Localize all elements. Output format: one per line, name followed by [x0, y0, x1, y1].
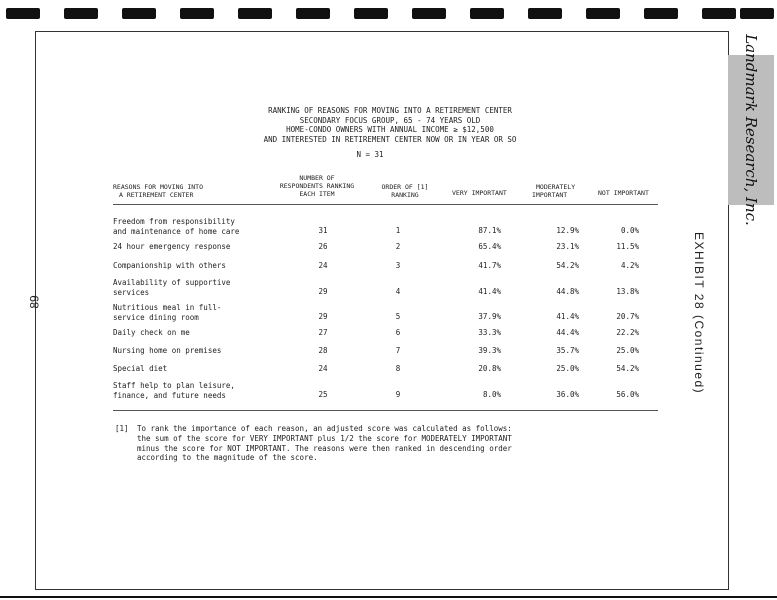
row-number: 28	[318, 346, 328, 355]
row-moderately-important: 25.0%	[556, 364, 579, 373]
header-order	[370, 183, 440, 199]
title-line: AND INTERESTED IN RETIREMENT CENTER NOW OR IN YEAR OR SO	[263, 134, 517, 144]
header-number-line: RESPONDENTS RANKING	[279, 182, 355, 190]
row-moderately-important: 35.7%	[556, 346, 579, 355]
row-moderately-important: 44.4%	[556, 328, 579, 337]
header-moderately-important	[532, 183, 575, 199]
header-order-line: ORDER OF [1]	[381, 183, 429, 191]
perforation	[122, 8, 156, 19]
row-number: 29	[318, 287, 328, 296]
brand-tab	[728, 34, 774, 226]
row-reason: Nutritious meal in full- service dining room	[113, 303, 222, 322]
sample-size: N = 31	[356, 150, 384, 159]
page-bottom-edge	[0, 596, 777, 598]
row-order: 8	[395, 364, 401, 373]
perforation	[740, 8, 774, 19]
row-moderately-important: 44.8%	[556, 287, 579, 296]
row-not-important: 20.7%	[616, 312, 639, 321]
header-reason	[113, 183, 203, 199]
header-not-important: NOT IMPORTANT	[598, 189, 649, 197]
row-reason: Freedom from responsibility and maintenance of home care	[113, 217, 240, 236]
row-very-important: 33.3%	[478, 328, 501, 337]
row-very-important: 65.4%	[478, 242, 501, 251]
exhibit-label: EXHIBIT 28 (Continued)	[692, 232, 706, 395]
footnote	[115, 424, 535, 463]
perforation	[180, 8, 214, 19]
row-moderately-important: 23.1%	[556, 242, 579, 251]
table-row	[113, 303, 663, 323]
title-line: RANKING OF REASONS FOR MOVING INTO A RETIREMENT CENTER	[268, 106, 512, 115]
row-not-important: 56.0%	[616, 390, 639, 399]
row-number: 31	[318, 226, 328, 235]
header-number	[272, 174, 362, 198]
row-order: 2	[395, 242, 401, 251]
row-moderately-important: 54.2%	[556, 261, 579, 270]
row-order: 3	[395, 261, 401, 270]
row-number: 25	[318, 390, 328, 399]
table-row	[113, 242, 663, 262]
page-number: 89	[27, 295, 42, 309]
header-number-line: NUMBER OF	[299, 174, 335, 182]
row-reason: 24 hour emergency response	[113, 242, 231, 251]
row-not-important: 22.2%	[616, 328, 639, 337]
row-very-important: 41.4%	[478, 287, 501, 296]
footnote-line: the sum of the score for VERY IMPORTANT plus 1/2 the score for MODERATELY IMPORTANT	[137, 433, 512, 443]
row-number: 24	[318, 261, 328, 270]
row-order: 7	[395, 346, 401, 355]
brand-name: Landmark Research, Inc.	[742, 34, 760, 226]
table-bottom-rule	[113, 410, 658, 411]
row-order: 9	[395, 390, 401, 399]
row-reason: Special diet	[113, 364, 168, 373]
row-moderately-important: 12.9%	[556, 226, 579, 235]
header-reason-line: A RETIREMENT CENTER	[119, 191, 194, 199]
table-row	[113, 346, 663, 366]
footnote-mark: [1]	[115, 424, 129, 433]
row-moderately-important: 36.0%	[556, 390, 579, 399]
perforation	[354, 8, 388, 19]
row-not-important: 13.8%	[616, 287, 639, 296]
header-number-line: EACH ITEM	[299, 190, 335, 198]
perforation	[644, 8, 678, 19]
perforation	[64, 8, 98, 19]
row-order: 4	[395, 287, 401, 296]
footnote-line: according to the magnitude of the score.	[137, 453, 318, 463]
header-order-line: RANKING	[391, 191, 419, 199]
footnote-line: To rank the importance of each reason, an adjusted score was calculated as follows:	[137, 424, 512, 433]
perforation	[6, 8, 40, 19]
row-reason: Staff help to plan leisure, finance, and future needs	[113, 381, 235, 400]
row-very-important: 87.1%	[478, 226, 501, 235]
row-number: 24	[318, 364, 328, 373]
row-very-important: 39.3%	[478, 346, 501, 355]
row-reason: Daily check on me	[113, 328, 190, 337]
row-very-important: 8.0%	[482, 390, 501, 399]
row-very-important: 20.8%	[478, 364, 501, 373]
header-rule	[113, 204, 658, 205]
perforation	[702, 8, 736, 19]
row-order: 5	[395, 312, 401, 321]
perforation	[412, 8, 446, 19]
row-not-important: 4.2%	[620, 261, 639, 270]
row-number: 27	[318, 328, 328, 337]
perforation	[528, 8, 562, 19]
row-not-important: 11.5%	[616, 242, 639, 251]
header-very-important: VERY IMPORTANT	[452, 189, 507, 197]
perforation	[296, 8, 330, 19]
table-row	[113, 217, 663, 237]
row-moderately-important: 41.4%	[556, 312, 579, 321]
perforation	[238, 8, 272, 19]
row-not-important: 0.0%	[620, 226, 639, 235]
row-order: 1	[395, 226, 401, 235]
perforation	[470, 8, 504, 19]
row-not-important: 25.0%	[616, 346, 639, 355]
row-reason: Nursing home on premises	[113, 346, 222, 355]
row-reason: Availability of supportive services	[113, 278, 231, 297]
header-moderately-line: IMPORTANT	[532, 191, 568, 199]
table-row	[113, 381, 663, 401]
footnote-line: minus the score for NOT IMPORTANT. The reasons were then ranked in descending order	[137, 443, 512, 453]
table-row	[113, 278, 663, 298]
row-not-important: 54.2%	[616, 364, 639, 373]
title-line: SECONDARY FOCUS GROUP, 65 - 74 YEARS OLD	[299, 115, 481, 125]
row-very-important: 37.9%	[478, 312, 501, 321]
header-moderately-line: MODERATELY	[536, 183, 576, 191]
table-title	[230, 106, 550, 144]
row-reason: Companionship with others	[113, 261, 226, 270]
perforation	[586, 8, 620, 19]
table-row	[113, 328, 663, 348]
row-number: 29	[318, 312, 328, 321]
title-line: HOME-CONDO OWNERS WITH ANNUAL INCOME ≥ $12,500	[286, 125, 494, 134]
row-very-important: 41.7%	[478, 261, 501, 270]
row-order: 6	[395, 328, 401, 337]
header-reason-line: REASONS FOR MOVING INTO	[113, 183, 204, 191]
row-number: 26	[318, 242, 328, 251]
